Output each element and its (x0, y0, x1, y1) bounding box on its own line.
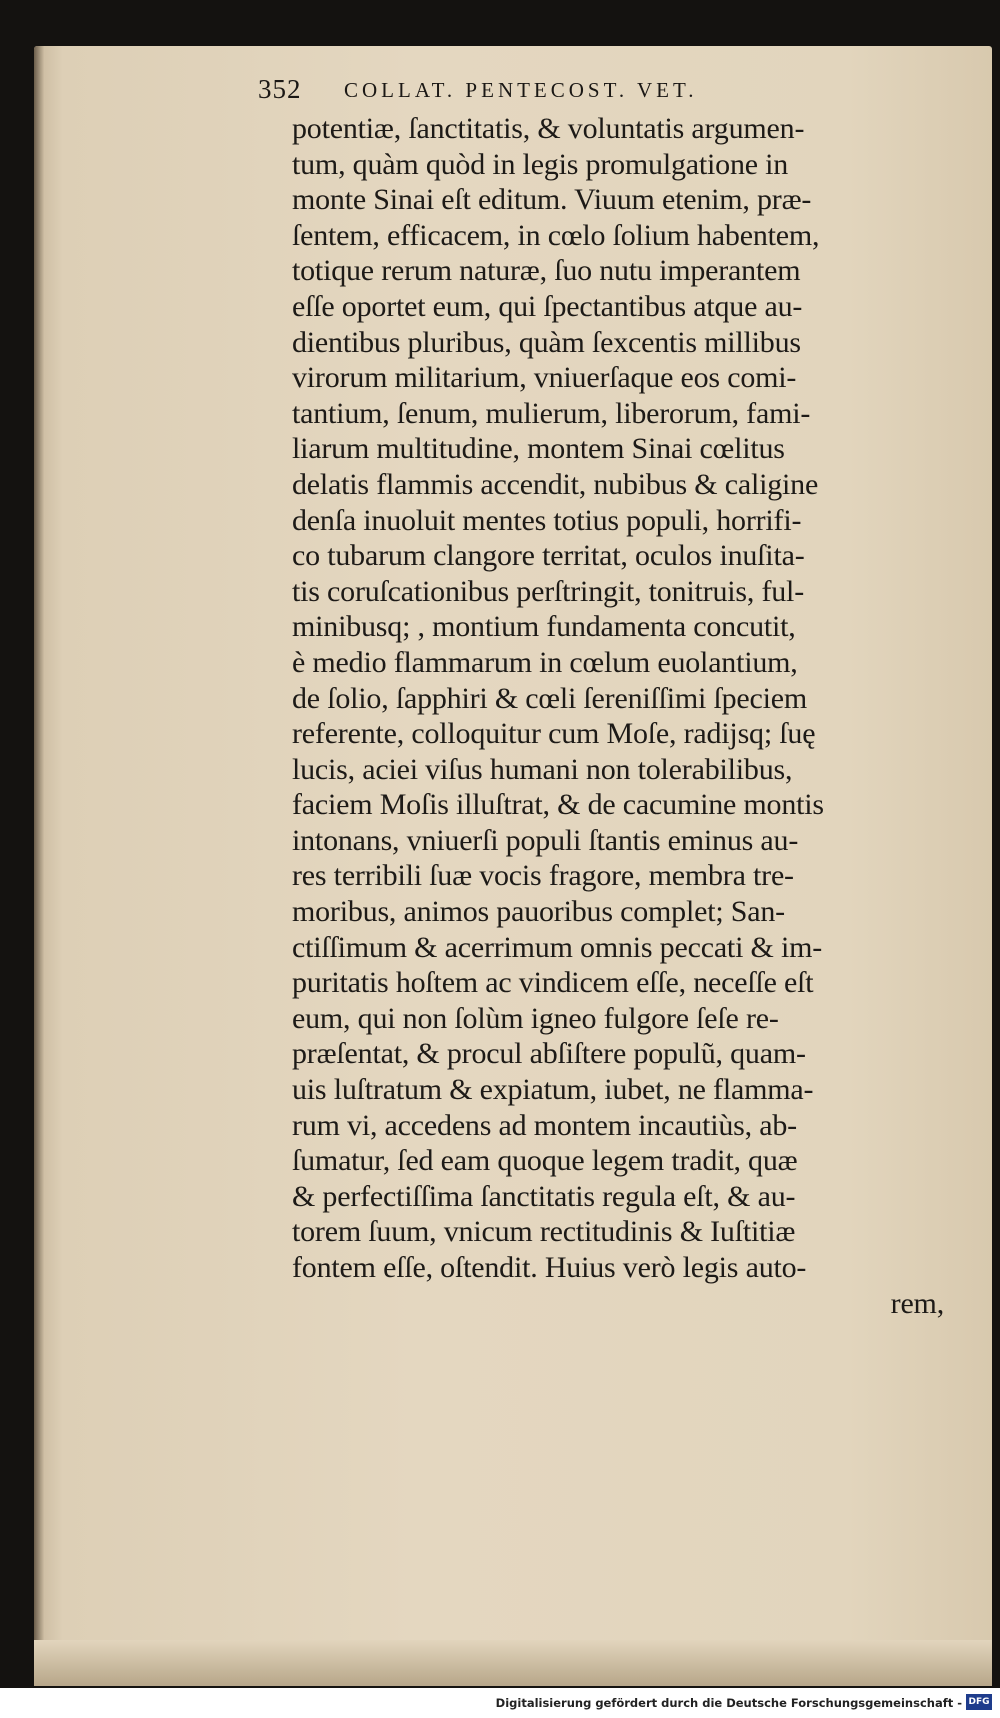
page-header (258, 74, 818, 104)
text-line: puritatis hoſtem ac vindicem eſſe, neceſſe eſt (292, 966, 814, 1000)
text-line: moribus, animos pauoribus complet; San- (292, 895, 785, 929)
text-line: denſa inuoluit mentes totius populi, horrifi- (292, 503, 802, 537)
text-line: eum, qui non ſolùm igneo fulgore ſeſe re- (292, 1001, 779, 1035)
text-line: dientibus pluribus, quàm ſexcentis millibus (292, 325, 801, 359)
text-line: delatis flammis accendit, nubibus & caligine (292, 467, 819, 501)
dfg-logo: DFG (966, 1694, 992, 1710)
text-line: liarum multitudine, montem Sinai cœlitus (292, 432, 785, 466)
text-line: minibusq; , montium fundamenta concutit, (292, 610, 796, 644)
catchword: rem, (890, 1286, 944, 1320)
text-line: torem ſuum, vnicum rectitudinis & Iuſtitiæ (292, 1215, 796, 1249)
text-line: referente, colloquitur cum Moſe, radijsq; ſuę (292, 717, 816, 751)
text-line: uis luſtratum & expiatum, iubet, ne flamma- (292, 1073, 814, 1107)
text-line: præſentat, & procul abſiſtere populũ, quam- (292, 1037, 806, 1071)
text-line: fontem eſſe, oſtendit. Huius verò legis auto- (292, 1251, 807, 1284)
text-line: co tubarum clangore territat, oculos inuſita- (292, 539, 805, 573)
page-gutter-shadow (34, 46, 44, 1686)
text-line: tum, quàm quòd in legis promulgatione in (292, 147, 789, 181)
text-line: res terribili ſuæ vocis fragore, membra tre- (292, 859, 794, 893)
page-number: 352 (258, 74, 302, 104)
text-line: tantium, ſenum, mulierum, liberorum, fami- (292, 396, 811, 430)
digitization-footer (0, 1688, 1000, 1718)
text-line: totique rerum naturæ, ſuo nutu imperantem (292, 254, 801, 288)
text-line: ctiſſimum & acerrimum omnis peccati & im- (292, 930, 822, 964)
text-line: ſentem, efficacem, in cœlo ſolium habentem, (292, 218, 820, 252)
text-line: monte Sinai eſt editum. Viuum etenim, præ- (292, 183, 812, 217)
text-line: de ſolio, ſapphiri & cœli ſereniſſimi ſpeciem (292, 681, 808, 715)
text-line: eſſe oportet eum, qui ſpectantibus atque au- (292, 289, 803, 323)
running-head: COLLAT. PENTECOST. VET. (344, 78, 698, 102)
page-bottom-edge (34, 1640, 992, 1686)
text-line: faciem Moſis illuſtrat, & de cacumine montis (292, 788, 824, 822)
text-line: ſumatur, ſed eam quoque legem tradit, quæ (292, 1144, 798, 1178)
text-line: tis coruſcationibus perſtringit, tonitruis, ful- (292, 574, 804, 608)
text-line: lucis, aciei viſus humani non tolerabilibus, (292, 752, 793, 786)
text-line: rum vi, accedens ad montem incautiùs, ab- (292, 1108, 797, 1142)
text-line: & perfectiſſima ſanctitatis regula eſt, & au- (292, 1179, 796, 1213)
text-line: è medio flammarum in cœlum euolantium, (292, 645, 798, 679)
text-line: intonans, vniuerſi populi ſtantis eminus au- (292, 823, 799, 857)
text-line: virorum militarium, vniuerſaque eos comi- (292, 361, 797, 395)
text-line: potentiæ, ſanctitatis, & voluntatis argumen- (292, 112, 805, 145)
body-text (292, 111, 944, 1321)
footer-credit: Digitalisierung gefördert durch die Deutsche Forschungsgemeinschaft - (495, 1696, 962, 1710)
